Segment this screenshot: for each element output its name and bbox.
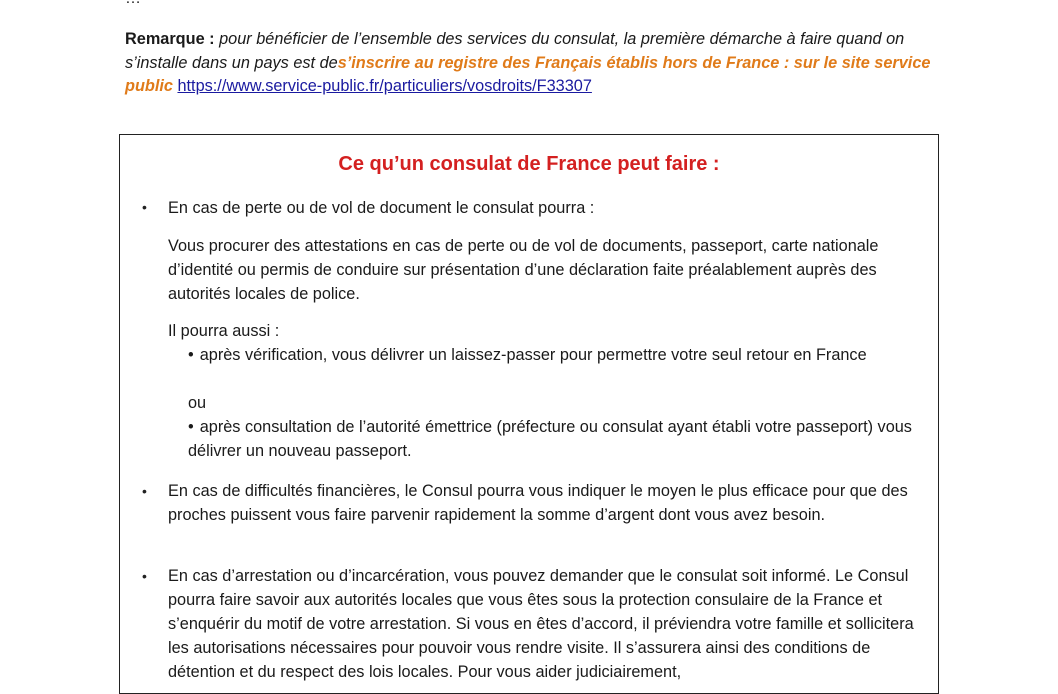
bullet-icon: • [142,568,147,584]
or-label: ou [188,394,207,412]
bullet-icon: • [142,483,147,499]
cut-off-text-line [125,0,141,9]
remark-paragraph [125,28,945,99]
consulat-box [119,134,939,694]
bullet-icon: • [188,346,194,364]
item-document-loss-detail: Vous procurer des attestations en cas de perte ou de vol de documents, passeport, carte nationale d’identité ou permis de conduire sur présentation d’une déclaration faite préalablement auprès des autorités locales de police. [168,237,879,303]
box-title: Ce qu’un consulat de France peut faire : [338,153,720,175]
item-arrest: En cas d’arrestation ou d’incarcération, vous pouvez demander que le consulat soit informé. Le Consul pourra faire savoir aux autorités locales que vous êtes sous la protection consulaire de la France et s’enquérir du motif de votre arrestation. Si vous en êtes d’accord, il préviendra votre famille et sollicitera les autorisations nécessaires pour pouvoir vous rendre visite. Il s’assurera ainsi des conditions de détention et du respect des lois locales. Pour vous aider judiciairement, [168,567,914,681]
remark-text: pour bénéficier de l’ensemble des services du consulat, la première démarche à faire quand on s’installe dans un pays est de [125,30,905,72]
service-public-link[interactable]: https://www.service-public.fr/particuliers/vosdroits/F33307 [177,77,592,95]
item-document-loss: En cas de perte ou de vol de document le consulat pourra : [168,199,595,217]
sub-item-text: après consultation de l’autorité émettrice (préfecture ou consulat ayant établi votre passeport) vous délivrer un nouveau passeport. [188,418,912,460]
sub-item-text: après vérification, vous délivrer un laissez-passer pour permettre votre seul retour en France [199,346,867,364]
item-also-label: Il pourra aussi : [168,322,280,340]
remark-highlight: s’inscrire au registre des Français établis hors de France : sur le site service public [125,53,931,95]
remark-label: Remarque : [125,30,215,48]
sub-item-new-passport [188,415,928,463]
bullet-icon: • [142,199,147,215]
bullet-icon: • [188,418,194,436]
item-financial-difficulty: En cas de difficultés financières, le Consul pourra vous indiquer le moyen le plus efficace pour que des proches puissent vous faire parvenir rapidement la somme d’argent dont vous avez besoin. [168,482,908,524]
sub-item-laissez-passer [188,343,928,367]
